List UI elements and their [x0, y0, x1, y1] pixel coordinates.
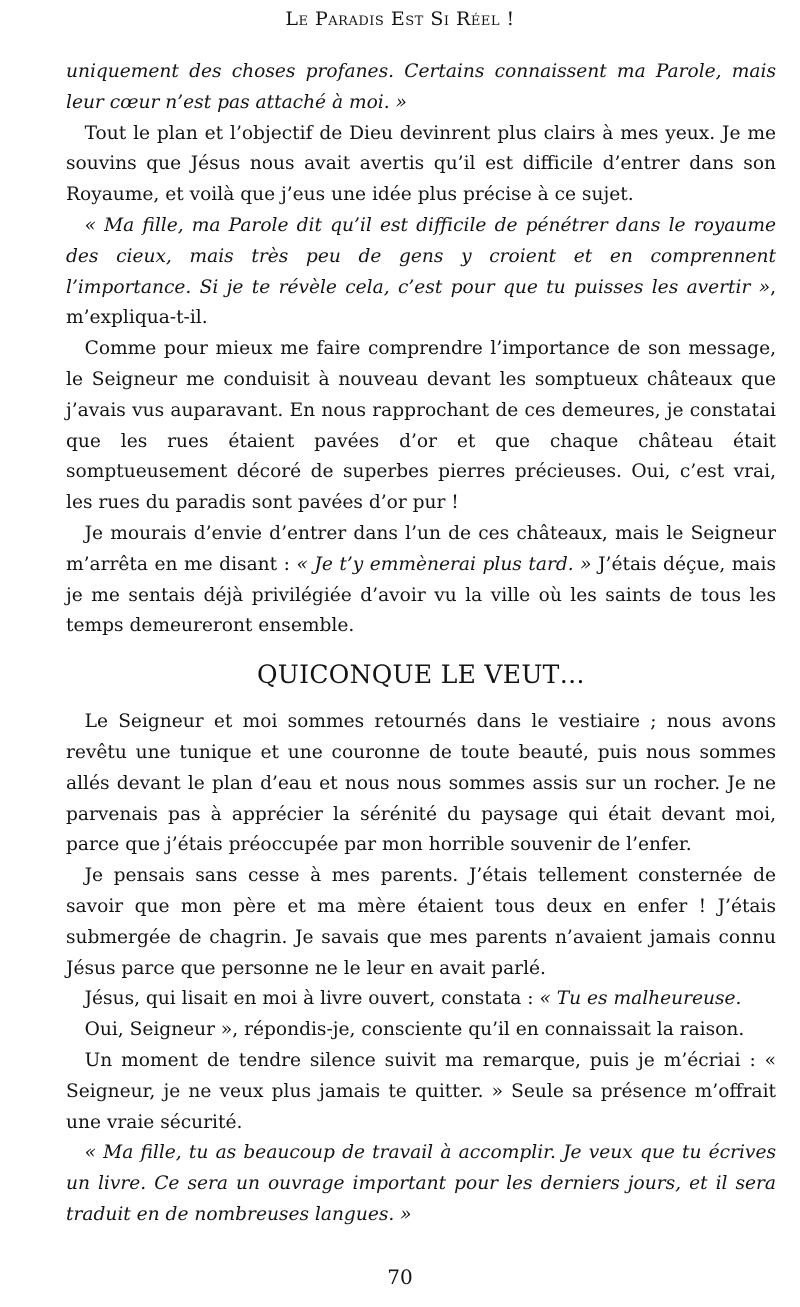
italic-quote: « Je t’y emmènerai plus tard. » — [296, 553, 592, 575]
paragraph — [66, 984, 776, 1015]
paragraph-text: Jésus, qui lisait en moi à livre ouvert, constata : — [84, 988, 540, 1010]
paragraph — [66, 707, 776, 861]
italic-quote: uniquement des choses profanes. Certains connaissent ma Parole, mais leur cœur n’est pas attaché à moi. » — [66, 61, 776, 113]
paragraph — [66, 1046, 776, 1138]
paragraph-text: Tout le plan et l’objectif de Dieu devinrent plus clairs à mes yeux. Je me souvins que Jésus nous avait avertis qu’il est difficile d’entrer dans son Royaume, et voilà que j’eus une idée plus précise à ce sujet. — [66, 122, 776, 206]
page-number: 70 — [387, 1265, 413, 1289]
paragraph-text: Le Seigneur et moi sommes retournés dans le vestiaire ; nous avons revêtu une tunique et une couronne de toute beauté, puis nous sommes allés devant le plan d’eau et nous nous sommes assis sur un rocher. Je ne parvenais pas à apprécier la sérénité du paysage qui était devant moi, parce que j’étais préoccupée par mon horrible souvenir de l’enfer. — [66, 711, 776, 856]
paragraph-text: Oui, Seigneur », répondis-je, consciente qu’il en connaissait la raison. — [84, 1019, 745, 1041]
italic-quote: « Ma fille, tu as beaucoup de travail à accomplir. Je veux que tu écrives un livre. Ce sera un ouvrage important pour les derniers jours, et il sera traduit en de nombreuses langues. » — [66, 1142, 776, 1225]
italic-quote: « Tu es malheureuse. — [539, 988, 742, 1010]
paragraph — [66, 211, 776, 334]
paragraph — [66, 57, 776, 119]
page-body — [66, 57, 776, 1231]
running-head: Le Paradis Est Si Réel ! — [285, 8, 515, 30]
italic-quote: « Ma fille, ma Parole dit qu’il est difficile de pénétrer dans le royaume des cieux, mais très peu de gens y croient et en comprennent l’importance. Si je te révèle cela, c’est pour que tu puisses les avertir » — [66, 214, 776, 298]
paragraph — [66, 861, 776, 984]
paragraph — [66, 1015, 776, 1046]
paragraph — [66, 519, 776, 642]
paragraph — [66, 334, 776, 519]
paragraph — [66, 1138, 776, 1230]
paragraph-text: Je pensais sans cesse à mes parents. J’étais tellement consternée de savoir que mon père et ma mère étaient tous deux en enfer ! J’étais submergée de chagrin. Je savais que mes parents n’avaient jamais connu Jésus parce que personne ne le leur en avait parlé. — [66, 865, 776, 979]
paragraph-text: , m’expliqua-t-il. — [66, 276, 776, 329]
paragraph — [66, 119, 776, 211]
paragraph-text: Un moment de tendre silence suivit ma remarque, puis je m’écriai : « Seigneur, je ne veux plus jamais te quitter. » Seule sa présence m’offrait une vraie sécurité. — [66, 1049, 776, 1133]
paragraph-text: J’étais déçue, mais je me sentais déjà privilégiée d’avoir vu la ville où les saints de tous les temps demeureront ensemble. — [66, 553, 776, 637]
paragraph-text: Comme pour mieux me faire comprendre l’importance de son message, le Seigneur me conduisit à nouveau devant les somptueux châteaux que j’avais vus auparavant. En nous rapprochant de ces demeures, je constatai que les rues étaient pavées d’or et que chaque château était somptueusement décoré de superbes pierres précieuses. Oui, c’est vrai, les rues du paradis sont pavées d’or pur ! — [66, 338, 776, 514]
paragraph-text: Je mourais d’envie d’entrer dans l’un de ces châteaux, mais le Seigneur m’arrêta en me disant : — [66, 522, 776, 575]
section-title: QUICONQUE LE VEUT… — [257, 660, 585, 690]
